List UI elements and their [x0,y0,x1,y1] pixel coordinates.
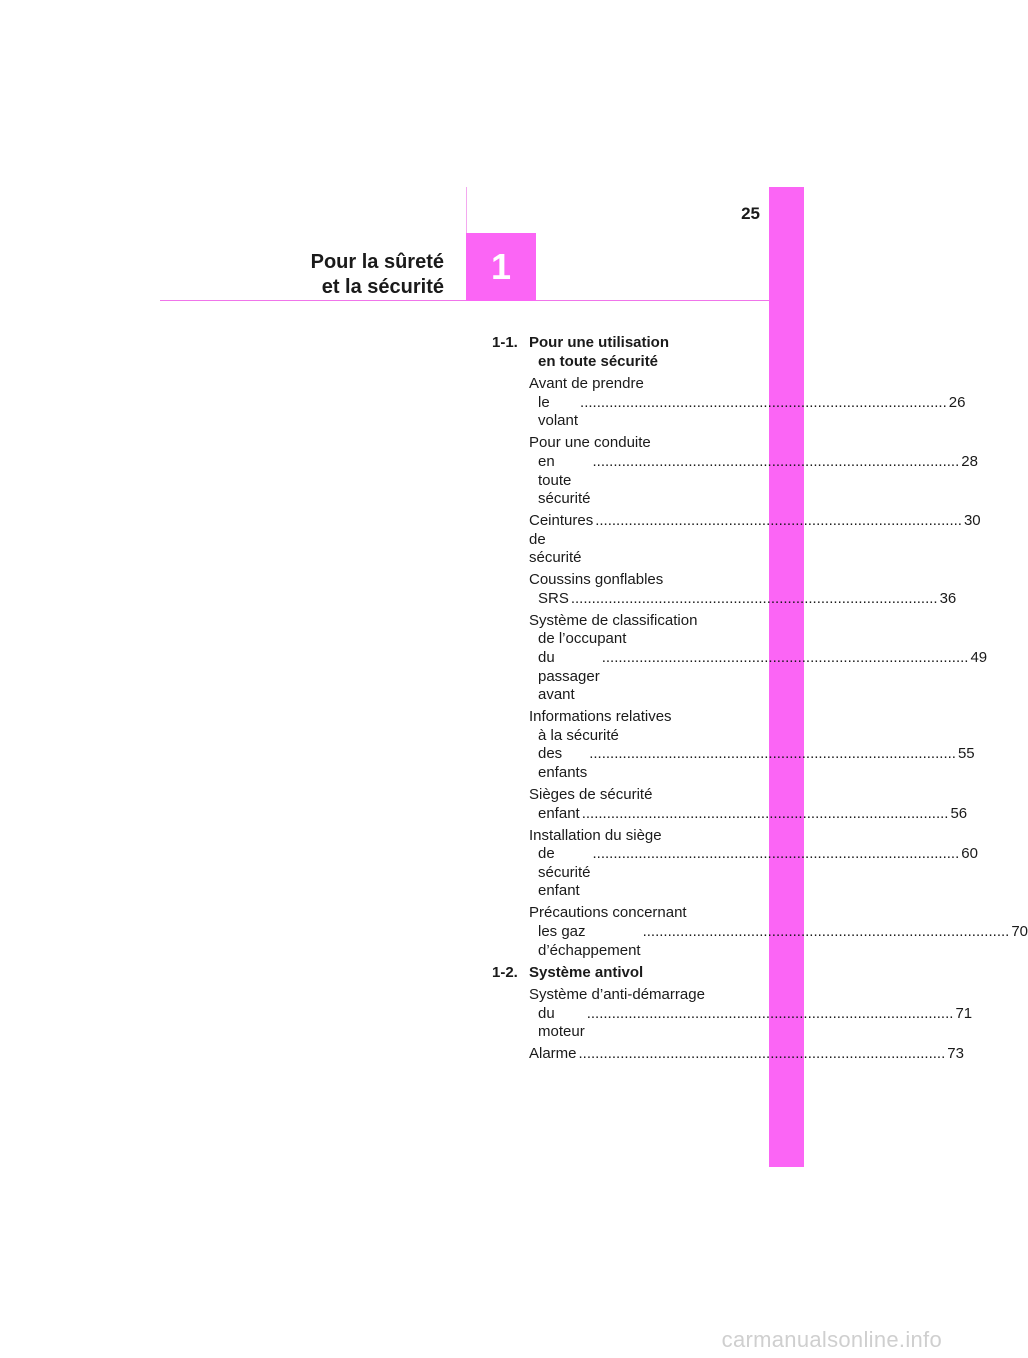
toc-section-1-1[interactable] [492,334,740,371]
leader-dots: ........................................................................................ [586,1004,954,1022]
chapter-title-line2: et la sécurité [321,276,444,298]
toc-section-1-2[interactable] [492,964,740,983]
toc-entry-systeme-anti-demarrage[interactable] [529,986,973,1042]
leader-dots: ........................................................................................ [581,804,949,822]
watermark: carmanualsonline.info [721,1327,942,1352]
header-horizontal-rule [160,300,769,301]
entry-page: 49 [970,649,988,667]
leader-dots: ........................................................................................ [578,1045,946,1063]
leader-dots: ........................................................................................ [570,589,938,607]
entry-page: 60 [961,845,978,863]
section-number: 1-2. [492,963,518,981]
entry-title-line3: des enfants [538,745,588,782]
entry-page: 28 [961,452,978,470]
section-title [529,964,740,983]
toc-entry-installation-du-siege[interactable] [529,826,978,901]
entry-title-line1: Ceintures de sécurité [529,512,594,567]
section-title-line1: Pour une utilisation [529,334,670,351]
toc-entry-systeme-de-classification[interactable] [529,611,988,705]
toc-entry-coussins-gonflables-srs[interactable] [529,571,957,608]
entry-title-line2: de sécurité enfant [538,845,591,900]
entry-page: 55 [957,745,975,763]
entry-title-line2: de l’occupant [538,630,627,648]
chapter-number: 1 [490,246,512,287]
leader-dots: ........................................................................................ [601,649,969,667]
toc-entry-pour-une-conduite[interactable] [529,434,978,508]
leader-dots: ........................................................................................ [642,922,1010,940]
entry-page: 73 [947,1045,964,1063]
entry-title-line2: le volant [538,393,579,430]
entry-title-line1: Coussins gonflables [529,571,664,589]
entry-title-line2: du moteur [538,1004,585,1041]
chapter-number-box [466,233,536,301]
entry-title-line1: Système d’anti-démarrage [529,986,705,1004]
toc-entry-sieges-de-securite-enfant[interactable] [529,786,968,823]
leader-dots: ........................................................................................ [592,845,960,863]
entry-title-line1: Alarme [529,1045,577,1063]
entry-title-line1: Pour une conduite [529,434,651,452]
entry-page: 71 [955,1004,973,1022]
leader-dots: ........................................................................................ [580,393,947,411]
entry-page: 30 [963,512,981,530]
page-number: 25 [741,204,760,223]
entry-title-line2: en toute sécurité [538,452,591,508]
section-title [529,334,740,371]
entry-page: 36 [939,589,957,607]
chapter-title [311,250,444,300]
section-number: 1-1. [492,334,518,351]
entry-title-line3: du passager avant [538,649,600,704]
entry-title-line2: enfant [538,804,580,822]
toc-entry-alarme[interactable] [529,1045,964,1064]
chapter-title-line1: Pour la sûreté [310,251,444,273]
entry-page: 56 [950,804,968,822]
entry-page: 70 [1011,922,1028,940]
toc-entry-precautions-gaz-echappement[interactable] [529,904,1028,960]
section-title-line2: en toute sécurité [538,352,659,370]
leader-dots: ........................................................................................ [592,452,960,470]
toc-entry-avant-de-prendre-le-volant[interactable] [529,375,966,431]
toc-entry-informations-relatives[interactable] [529,708,975,782]
entry-title-line2: à la sécurité [538,726,619,744]
entry-title-line1: Sièges de sécurité [529,786,653,803]
entry-title-line1: Installation du siège [529,826,662,844]
section-title-line1: Système antivol [529,963,644,981]
entry-title-line1: Système de classification [529,611,698,629]
toc-entry-ceintures-de-securite[interactable] [529,512,981,568]
leader-dots: ........................................................................................ [589,745,956,763]
entry-title-line2: SRS [538,589,569,607]
table-of-contents [492,334,1028,1067]
entry-title-line1: Informations relatives [529,708,672,726]
entry-title-line2: les gaz d’échappement [538,922,641,959]
entry-title-line1: Précautions concernant [529,904,687,922]
entry-title-line1: Avant de prendre [529,375,644,393]
entry-page: 26 [948,393,966,411]
leader-dots: ........................................................................................ [595,512,962,530]
